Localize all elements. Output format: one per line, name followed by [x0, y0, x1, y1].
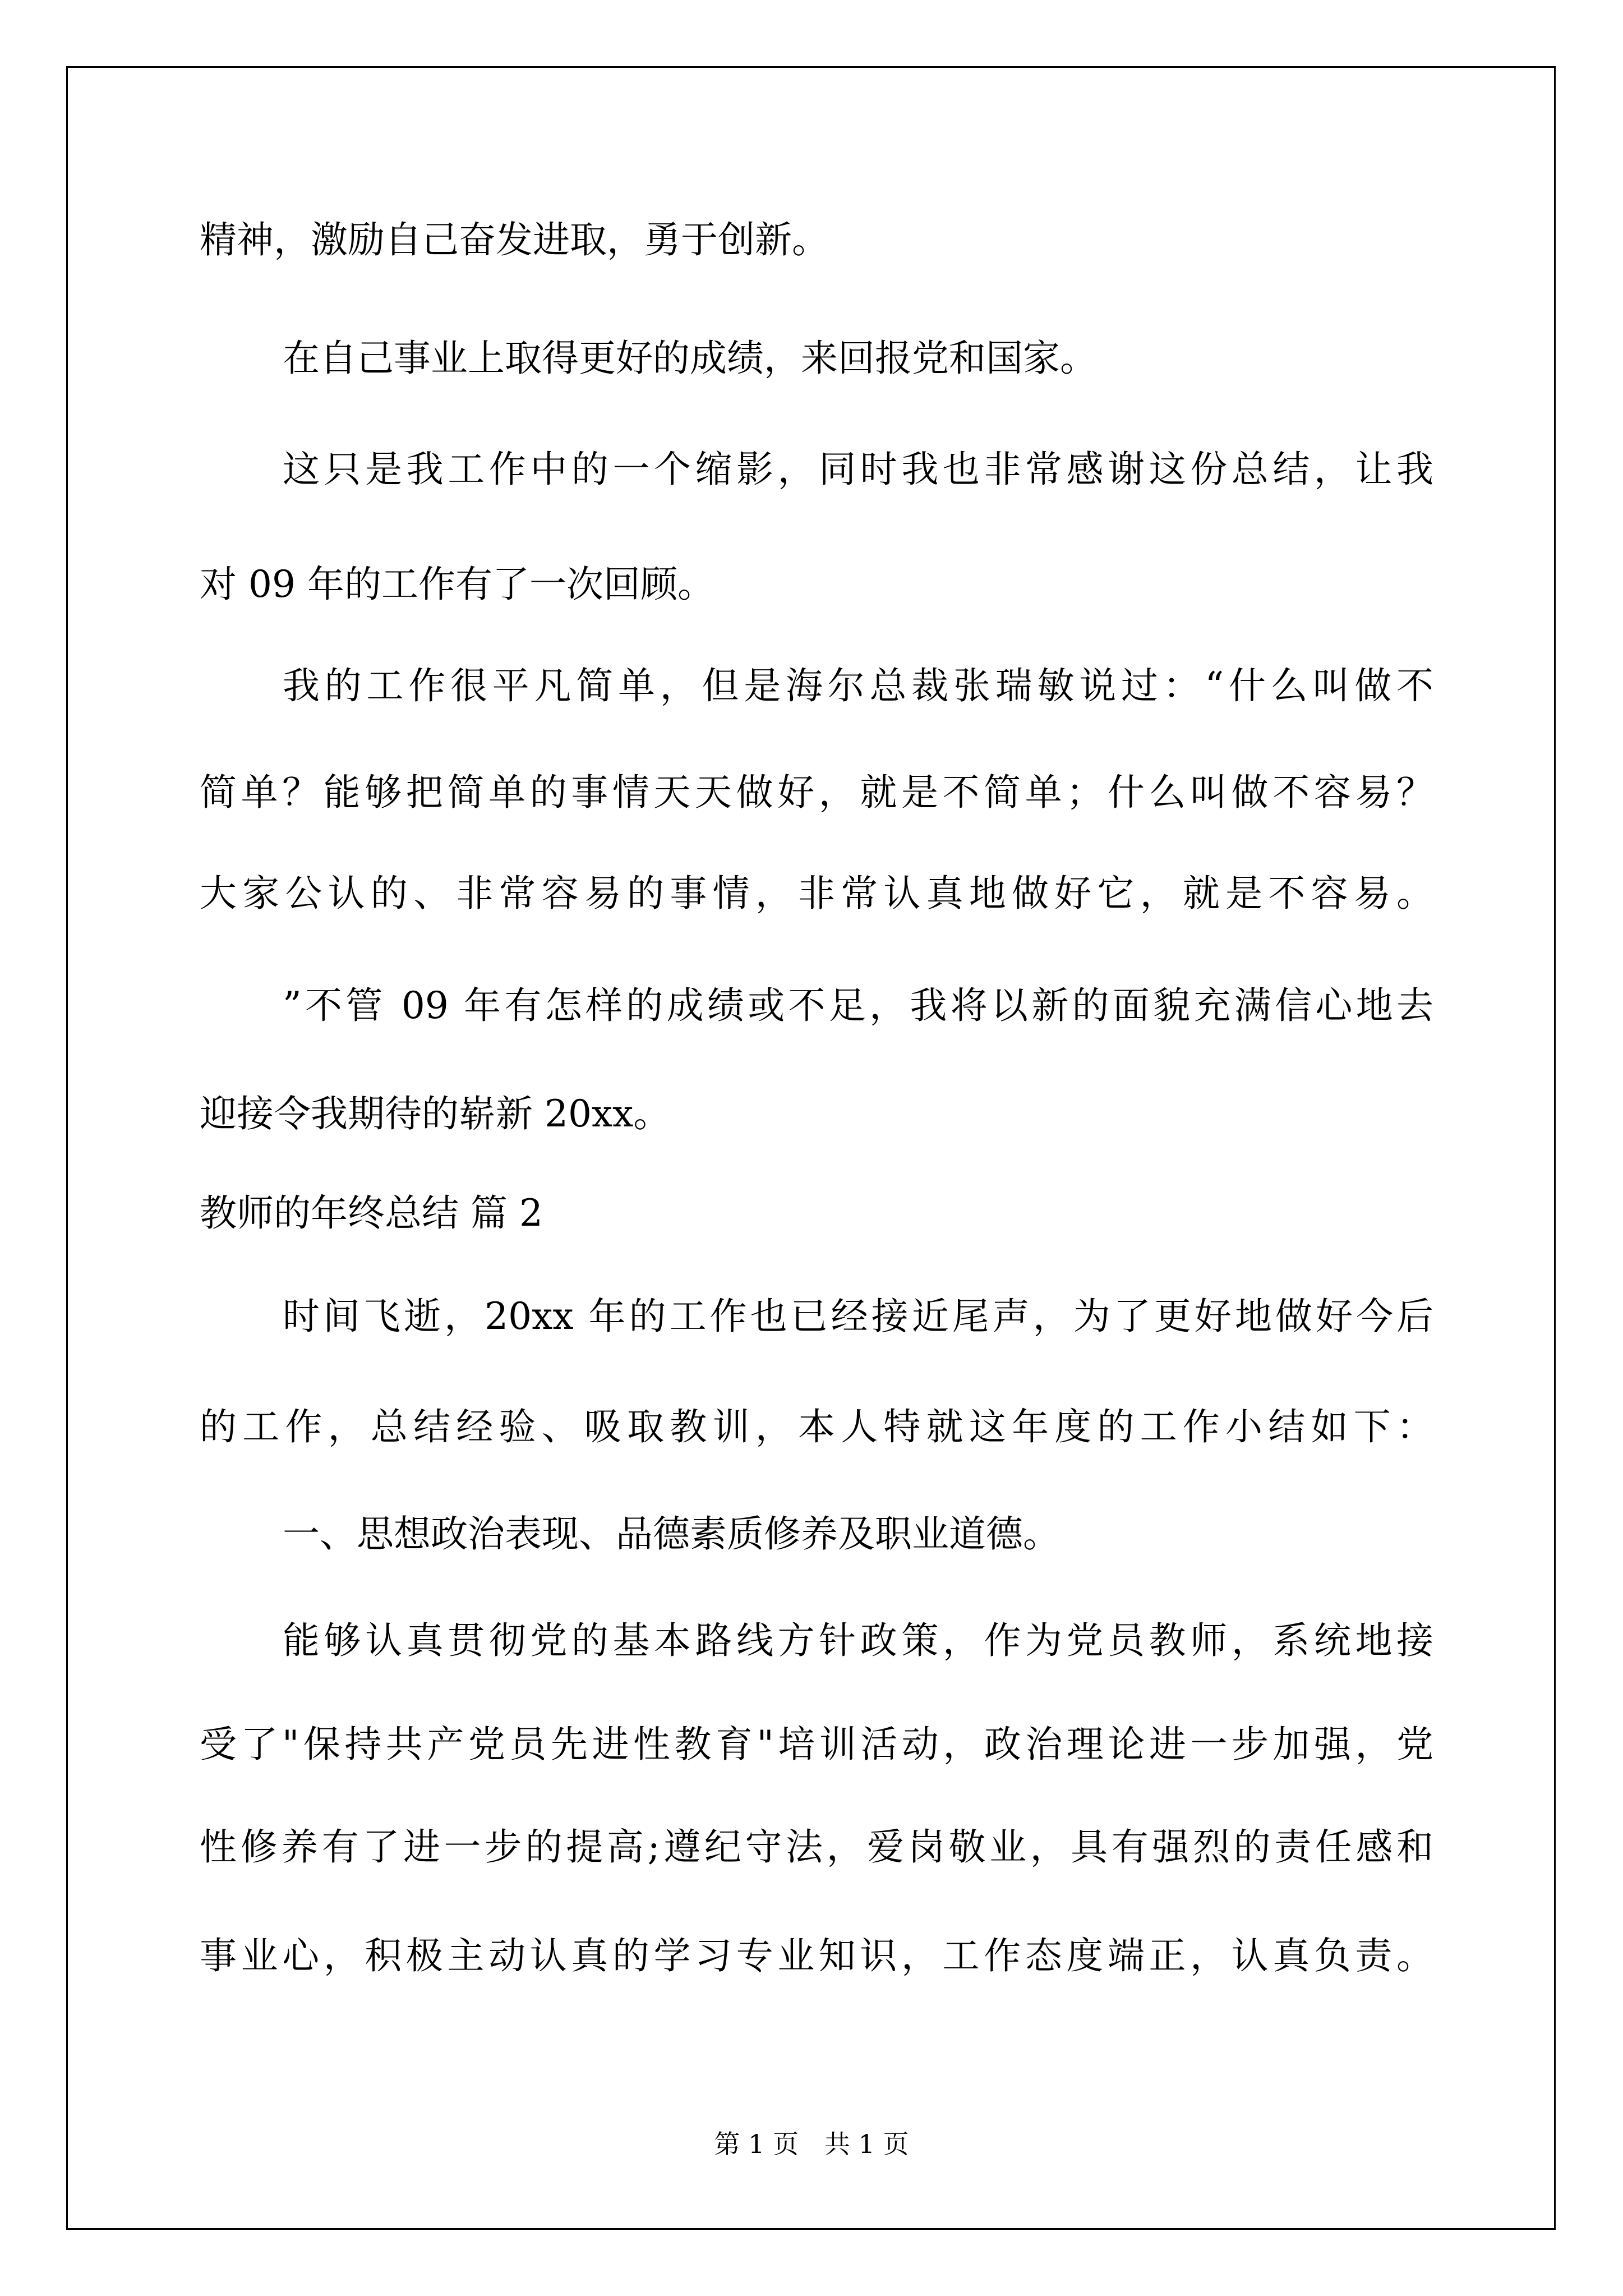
text-line: 在自己事业上取得更好的成绩，来回报党和国家。	[283, 337, 1097, 380]
text-line: 能够认真贯彻党的基本路线方针政策，作为党员教师，系统地接	[283, 1619, 1433, 1662]
text-line: 时间飞逝，20xx 年的工作也已经接近尾声，为了更好地做好今后	[283, 1295, 1433, 1338]
text-line: 迎接令我期待的崭新 20xx。	[200, 1092, 671, 1135]
text-line: 我的工作很平凡简单，但是海尔总裁张瑞敏说过：“什么叫做不	[283, 664, 1433, 707]
section-heading: 教师的年终总结 篇 2	[200, 1191, 543, 1235]
text-line: 事业心，积极主动认真的学习专业知识，工作态度端正，认真负责。	[200, 1934, 1433, 1977]
text-line: 的工作，总结经验、吸取教训，本人特就这年度的工作小结如下：	[200, 1405, 1433, 1448]
text-line: ”不管 09 年有怎样的成绩或不足，我将以新的面貌充满信心地去	[283, 984, 1433, 1027]
text-line: 精神，激励自己奋发进取，勇于创新。	[200, 218, 829, 261]
text-line: 简单？能够把简单的事情天天做好，就是不简单；什么叫做不容易？	[200, 771, 1433, 814]
text-line: 一、思想政治表现、品德素质修养及职业道德。	[283, 1512, 1060, 1556]
text-line: 大家公认的、非常容易的事情，非常认真地做好它，就是不容易。	[200, 872, 1433, 915]
text-line: 对 09 年的工作有了一次回顾。	[200, 563, 714, 606]
page-border	[66, 66, 1556, 2230]
text-line: 这只是我工作中的一个缩影，同时我也非常感谢这份总结，让我	[283, 448, 1433, 491]
text-line: 性修养有了进一步的提高;遵纪守法，爱岗敬业，具有强烈的责任感和	[200, 1825, 1433, 1869]
page-number-footer: 第 1 页 共 1 页	[714, 2129, 909, 2159]
text-line: 受了"保持共产党员先进性教育"培训活动，政治理论进一步加强，党	[200, 1723, 1433, 1766]
